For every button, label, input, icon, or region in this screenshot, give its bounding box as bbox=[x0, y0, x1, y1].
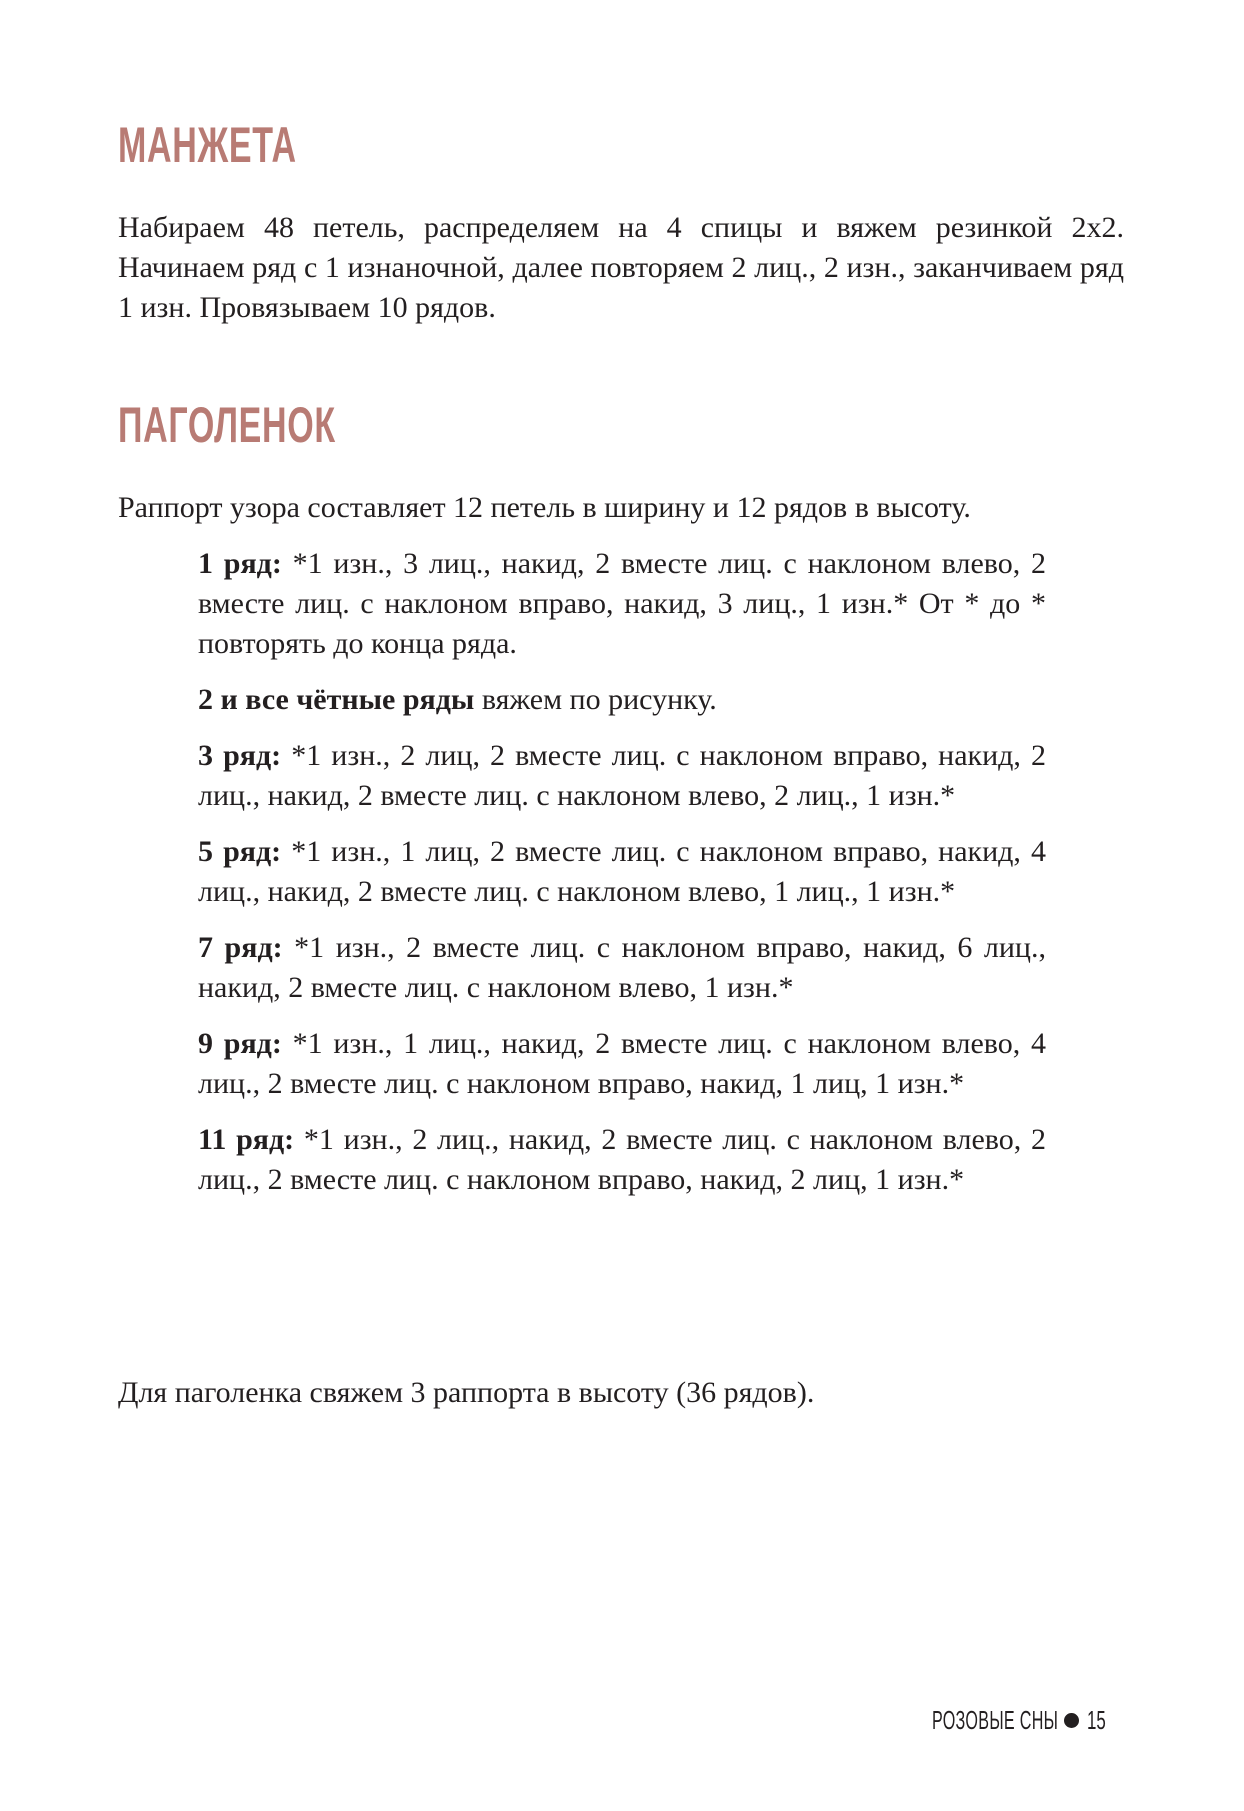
page-footer bbox=[932, 1705, 1116, 1736]
page-number: 15 bbox=[1087, 1705, 1106, 1735]
row-label: 1 ряд: bbox=[198, 547, 282, 580]
pattern-row-5 bbox=[198, 832, 1046, 912]
row-label: 9 ряд: bbox=[198, 1027, 282, 1060]
leg-outro-paragraph: Для паголенка свяжем 3 раппорта в высоту (36 рядов). bbox=[118, 1376, 815, 1409]
row-text: вяжем по рисунку. bbox=[474, 683, 717, 716]
row-text: *1 изн., 1 лиц., накид, 2 вместе лиц. с наклоном влево, 4 лиц., 2 вместе лиц. с наклоном вправо, накид, 1 лиц, 1 изн.* bbox=[198, 1027, 1046, 1100]
pattern-row-9 bbox=[198, 1024, 1046, 1104]
row-text: *1 изн., 3 лиц., накид, 2 вместе лиц. с наклоном влево, 2 вместе лиц. с наклоном вправо, накид, 3 лиц., 1 изн.* От * до * повторять до конца ряда. bbox=[198, 547, 1046, 660]
pattern-row-7 bbox=[198, 928, 1046, 1008]
row-label: 3 ряд: bbox=[198, 739, 282, 772]
pattern-row-3 bbox=[198, 736, 1046, 816]
row-label: 11 ряд: bbox=[198, 1123, 295, 1156]
row-text: *1 изн., 2 вместе лиц. с наклоном вправо, накид, 6 лиц., накид, 2 вместе лиц. с наклоном влево, 1 изн.* bbox=[198, 931, 1046, 1004]
row-label: 2 и все чётные ряды bbox=[198, 683, 475, 716]
row-text: *1 изн., 2 лиц, 2 вместе лиц. с наклоном вправо, накид, 2 лиц., накид, 2 вместе лиц. с наклоном влево, 2 лиц., 1 изн.* bbox=[198, 739, 1046, 812]
leg-intro-paragraph: Раппорт узора составляет 12 петель в ширину и 12 рядов в высоту. bbox=[118, 491, 971, 524]
pattern-row-11 bbox=[198, 1120, 1046, 1200]
pattern-row-even bbox=[198, 680, 1046, 720]
row-label: 7 ряд: bbox=[198, 931, 283, 964]
section-title-cuff: МАНЖЕТА bbox=[118, 117, 297, 173]
bullet-dot-icon bbox=[1064, 1713, 1079, 1728]
pattern-rows bbox=[198, 544, 1046, 1216]
running-title: РОЗОВЫЕ СНЫ bbox=[932, 1705, 1059, 1735]
pattern-row-1 bbox=[198, 544, 1046, 664]
row-label: 5 ряд: bbox=[198, 835, 282, 868]
row-text: *1 изн., 2 лиц., накид, 2 вместе лиц. с наклоном влево, 2 лиц., 2 вместе лиц. с наклоном вправо, накид, 2 лиц, 1 изн.* bbox=[198, 1123, 1046, 1196]
cuff-paragraph: Набираем 48 петель, распределяем на 4 спицы и вяжем резинкой 2х2. Начинаем ряд с 1 изнаночной, далее повторяем 2 лиц., 2 изн., заканчиваем ряд 1 изн. Провязываем 10 рядов. bbox=[118, 211, 1124, 324]
section-title-leg: ПАГОЛЕНОК bbox=[118, 397, 336, 453]
row-text: *1 изн., 1 лиц, 2 вместе лиц. с наклоном вправо, накид, 4 лиц., накид, 2 вместе лиц. с наклоном влево, 1 лиц., 1 изн.* bbox=[198, 835, 1046, 908]
